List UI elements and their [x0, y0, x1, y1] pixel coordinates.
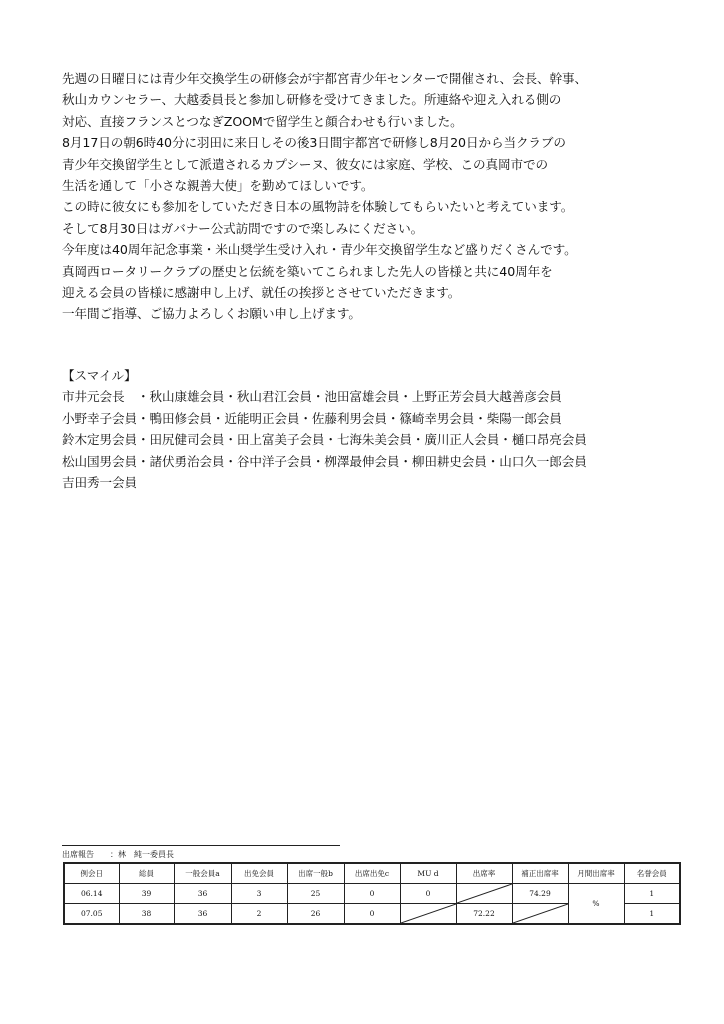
diagonal-strike	[457, 884, 512, 903]
message-line: 対応、直接フランスとつなぎZOOMで留学生と顔合わせも行いました。	[62, 113, 463, 129]
report-divider	[62, 845, 340, 846]
greeting-message	[62, 68, 662, 325]
cell-exempt-members: 3	[231, 884, 287, 904]
cell-corrected-rate: 74.29	[512, 884, 568, 904]
cell-regular-members: 36	[174, 884, 231, 904]
cell-honorary-members: 1	[624, 884, 680, 904]
message-line: 一年間ご指導、ご協力よろしくお願い申し上げます。	[62, 306, 361, 322]
message-line: そして8月30日はガバナー公式訪問ですので楽しみにください。	[62, 220, 424, 236]
cell-total-members: 39	[119, 884, 174, 904]
attendance-report-label: 出席報告 ：林 純一委員長	[62, 850, 174, 859]
smile-line: 市井元会長 ・秋山康雄会員・秋山君江会員・池田富雄会員・上野正芳会員大越善彦会員	[62, 389, 562, 405]
cell-exempt-members: 2	[231, 904, 287, 925]
attendance-header-row	[64, 863, 680, 884]
cell-attend-exempt: 0	[344, 884, 400, 904]
header-total-members: 総員	[119, 863, 174, 884]
cell-corrected-rate-struck	[512, 904, 568, 925]
message-line: この時に彼女にも参加をしていただき日本の風物詩を体験してもらいたいと考えています。	[62, 199, 574, 215]
header-monthly-rate: 月間出席率	[568, 863, 624, 884]
message-line: 青少年交換留学生として派遣されるカプシーヌ、彼女には家庭、学校、この真岡市での	[62, 156, 548, 172]
message-line: 迎える会員の皆様に感謝申し上げ、就任の挨拶とさせていただきます。	[62, 285, 461, 301]
cell-makeup-struck	[400, 904, 456, 925]
cell-attend-exempt: 0	[344, 904, 400, 925]
cell-attend-regular: 26	[287, 904, 344, 925]
message-line: 生活を通して「小さな親善大使」を勤めてほしいです。	[62, 178, 374, 194]
message-line: 今年度は40周年記念事業・米山奨学生受け入れ・青少年交換留学生など盛りだくさんです。	[62, 242, 577, 258]
header-attend-regular: 出席一般b	[287, 863, 344, 884]
smile-line: 吉田秀一会員	[62, 475, 137, 491]
header-honorary-members: 名誉会員	[624, 863, 680, 884]
message-line: 先週の日曜日には青少年交換学生の研修会が宇都宮青少年センターで開催され、会長、幹事、	[62, 71, 587, 86]
header-attendance-rate: 出席率	[456, 863, 512, 884]
smile-line: 鈴木定男会員・田尻健司会員・田上富美子会員・七海朱美会員・廣川正人会員・樋口昂亮会員	[62, 432, 587, 448]
cell-meeting-date: 07.05	[64, 904, 119, 925]
cell-makeup: 0	[400, 884, 456, 904]
header-attend-exempt: 出席出免c	[344, 863, 400, 884]
header-makeup: MU d	[400, 863, 456, 884]
smile-line: 松山国男会員・諸伏勇治会員・谷中洋子会員・栁澤最伸会員・柳田耕史会員・山口久一郎会員	[62, 453, 587, 469]
header-regular-members: 一般会員a	[174, 863, 231, 884]
diagonal-strike	[401, 904, 456, 923]
attendance-table	[63, 862, 681, 925]
cell-attendance-rate-struck	[456, 884, 512, 904]
header-meeting-date: 例会日	[64, 863, 119, 884]
smile-heading: 【スマイル】	[62, 368, 137, 383]
cell-regular-members: 36	[174, 904, 231, 925]
message-line: 真岡西ロータリークラブの歴史と伝統を築いてこられました先人の皆様と共に40周年を	[62, 263, 553, 279]
cell-attendance-rate: 72.22	[456, 904, 512, 925]
smile-section	[62, 365, 662, 493]
diagonal-strike	[513, 904, 568, 923]
message-line: 8月17日の朝6時40分に羽田に来日しその後3日間宇都宮で研修し8月20日から当クラブの	[62, 135, 566, 151]
cell-attend-regular: 25	[287, 884, 344, 904]
cell-total-members: 38	[119, 904, 174, 925]
table-row	[64, 884, 680, 904]
cell-honorary-members: 1	[624, 904, 680, 925]
cell-monthly-rate	[568, 884, 624, 925]
cell-meeting-date: 06.14	[64, 884, 119, 904]
header-corrected-rate: 補正出席率	[512, 863, 568, 884]
smile-line: 小野幸子会員・鴨田修会員・近能明正会員・佐藤利男会員・篠崎幸男会員・柴陽一郎会員	[62, 410, 562, 426]
message-line: 秋山カウンセラー、大越委員長と参加し研修を受けてきました。所連絡や迎え入れる側の	[62, 92, 562, 108]
monthly-rate-unit: %	[592, 899, 600, 908]
header-exempt-members: 出免会員	[231, 863, 287, 884]
